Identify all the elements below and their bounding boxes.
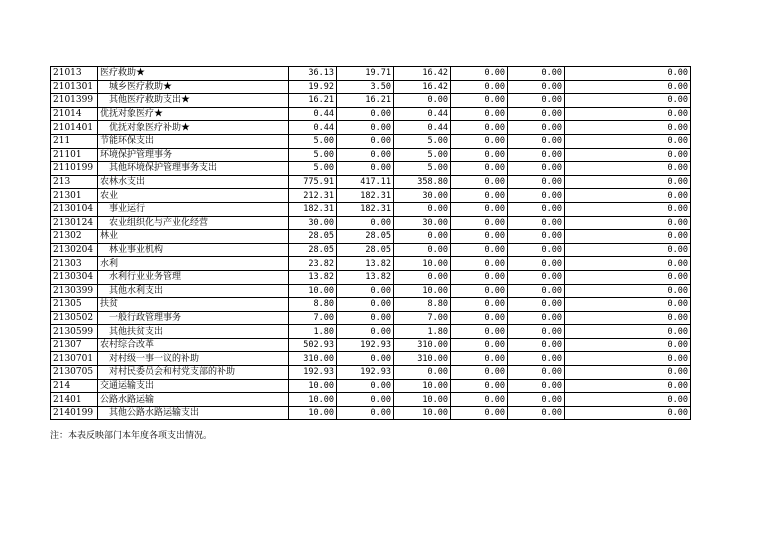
amount-cell: 16.42 (394, 80, 451, 94)
amount-cell: 358.80 (394, 175, 451, 189)
subject-name-cell: 农林水支出 (98, 175, 289, 189)
table-row (51, 121, 691, 135)
amount-cell: 182.31 (289, 202, 337, 216)
amount-cell: 0.00 (508, 175, 565, 189)
amount-cell: 0.00 (508, 311, 565, 325)
subject-name-cell: 其他公路水路运输支出 (98, 406, 289, 420)
table-row (51, 270, 691, 284)
subject-code-cell: 2130204 (51, 243, 98, 257)
subject-name-cell: 水利行业业务管理 (98, 270, 289, 284)
amount-cell: 0.00 (451, 257, 508, 271)
table-row (51, 80, 691, 94)
amount-cell: 0.00 (451, 298, 508, 312)
amount-cell: 0.00 (394, 366, 451, 380)
amount-cell: 0.00 (451, 175, 508, 189)
amount-cell: 0.00 (508, 107, 565, 121)
amount-cell: 0.00 (337, 134, 394, 148)
amount-cell: 0.00 (394, 202, 451, 216)
amount-cell: 0.00 (337, 162, 394, 176)
subject-code-cell: 21307 (51, 338, 98, 352)
amount-cell: 182.31 (337, 202, 394, 216)
subject-name-cell: 城乡医疗救助★ (98, 80, 289, 94)
amount-cell: 0.00 (565, 94, 691, 108)
amount-cell: 28.05 (289, 243, 337, 257)
subject-code-cell: 21013 (51, 67, 98, 81)
amount-cell: 0.00 (451, 80, 508, 94)
amount-cell: 0.00 (451, 325, 508, 339)
amount-cell: 0.00 (565, 311, 691, 325)
subject-code-cell: 2130701 (51, 352, 98, 366)
amount-cell: 1.80 (289, 325, 337, 339)
amount-cell: 0.00 (565, 284, 691, 298)
amount-cell: 212.31 (289, 189, 337, 203)
amount-cell: 0.00 (565, 366, 691, 380)
amount-cell: 0.00 (508, 243, 565, 257)
table-row (51, 202, 691, 216)
subject-name-cell: 环境保护管理事务 (98, 148, 289, 162)
amount-cell: 0.00 (508, 162, 565, 176)
amount-cell: 0.00 (451, 162, 508, 176)
amount-cell: 0.00 (565, 406, 691, 420)
amount-cell: 0.00 (337, 216, 394, 230)
table-row (51, 243, 691, 257)
amount-cell: 0.00 (508, 94, 565, 108)
amount-cell: 0.00 (565, 162, 691, 176)
amount-cell: 5.00 (394, 148, 451, 162)
amount-cell: 28.05 (337, 243, 394, 257)
amount-cell: 0.00 (337, 325, 394, 339)
table-row (51, 311, 691, 325)
amount-cell: 0.00 (394, 243, 451, 257)
amount-cell: 0.44 (289, 107, 337, 121)
amount-cell: 10.00 (394, 284, 451, 298)
amount-cell: 0.00 (508, 366, 565, 380)
amount-cell: 0.00 (565, 352, 691, 366)
amount-cell: 0.00 (451, 270, 508, 284)
amount-cell: 502.93 (289, 338, 337, 352)
amount-cell: 30.00 (394, 216, 451, 230)
amount-cell: 0.00 (565, 148, 691, 162)
amount-cell: 10.00 (289, 284, 337, 298)
table-row (51, 366, 691, 380)
amount-cell: 0.00 (337, 379, 394, 393)
amount-cell: 0.00 (337, 406, 394, 420)
amount-cell: 0.00 (451, 216, 508, 230)
amount-cell: 19.92 (289, 80, 337, 94)
amount-cell: 0.00 (565, 243, 691, 257)
amount-cell: 8.80 (289, 298, 337, 312)
amount-cell: 0.00 (451, 243, 508, 257)
expenditure-table-container (50, 66, 691, 420)
amount-cell: 0.00 (451, 94, 508, 108)
subject-name-cell: 对村民委员会和村党支部的补助 (98, 366, 289, 380)
amount-cell: 775.91 (289, 175, 337, 189)
subject-code-cell: 211 (51, 134, 98, 148)
amount-cell: 0.44 (289, 121, 337, 135)
amount-cell: 10.00 (394, 257, 451, 271)
amount-cell: 0.00 (451, 393, 508, 407)
amount-cell: 3.50 (337, 80, 394, 94)
subject-code-cell: 2101401 (51, 121, 98, 135)
subject-code-cell: 2140199 (51, 406, 98, 420)
subject-name-cell: 事业运行 (98, 202, 289, 216)
amount-cell: 0.00 (508, 189, 565, 203)
amount-cell: 10.00 (394, 406, 451, 420)
table-row (51, 379, 691, 393)
amount-cell: 0.00 (508, 325, 565, 339)
table-row (51, 107, 691, 121)
amount-cell: 0.00 (451, 366, 508, 380)
amount-cell: 0.00 (337, 121, 394, 135)
amount-cell: 13.82 (337, 270, 394, 284)
subject-name-cell: 林业事业机构 (98, 243, 289, 257)
table-row (51, 257, 691, 271)
table-body (51, 67, 691, 420)
amount-cell: 36.13 (289, 67, 337, 81)
subject-name-cell: 优抚对象医疗补助★ (98, 121, 289, 135)
amount-cell: 7.00 (289, 311, 337, 325)
amount-cell: 0.00 (508, 121, 565, 135)
table-row (51, 216, 691, 230)
amount-cell: 0.44 (394, 121, 451, 135)
amount-cell: 30.00 (289, 216, 337, 230)
table-row (51, 406, 691, 420)
amount-cell: 0.00 (508, 284, 565, 298)
table-row (51, 148, 691, 162)
expenditure-table (50, 66, 691, 420)
amount-cell: 0.00 (451, 121, 508, 135)
amount-cell: 0.00 (508, 270, 565, 284)
table-row (51, 67, 691, 81)
amount-cell: 0.00 (508, 406, 565, 420)
subject-name-cell: 其他环境保护管理事务支出 (98, 162, 289, 176)
amount-cell: 310.00 (394, 352, 451, 366)
table-row (51, 162, 691, 176)
amount-cell: 7.00 (394, 311, 451, 325)
amount-cell: 0.00 (565, 325, 691, 339)
amount-cell: 0.00 (451, 134, 508, 148)
amount-cell: 0.00 (508, 393, 565, 407)
amount-cell: 0.00 (451, 311, 508, 325)
subject-code-cell: 21302 (51, 230, 98, 244)
amount-cell: 0.00 (508, 80, 565, 94)
subject-name-cell: 农村综合改革 (98, 338, 289, 352)
amount-cell: 8.80 (394, 298, 451, 312)
amount-cell: 23.82 (289, 257, 337, 271)
amount-cell: 13.82 (337, 257, 394, 271)
amount-cell: 5.00 (394, 162, 451, 176)
amount-cell: 5.00 (289, 134, 337, 148)
amount-cell: 0.00 (565, 175, 691, 189)
table-row (51, 325, 691, 339)
subject-code-cell: 21301 (51, 189, 98, 203)
amount-cell: 417.11 (337, 175, 394, 189)
amount-cell: 19.71 (337, 67, 394, 81)
amount-cell: 0.00 (337, 352, 394, 366)
amount-cell: 0.00 (565, 298, 691, 312)
subject-code-cell: 21014 (51, 107, 98, 121)
subject-name-cell: 水利 (98, 257, 289, 271)
amount-cell: 192.93 (289, 366, 337, 380)
table-row (51, 284, 691, 298)
amount-cell: 0.00 (394, 230, 451, 244)
amount-cell: 0.00 (451, 284, 508, 298)
amount-cell: 0.00 (508, 352, 565, 366)
amount-cell: 10.00 (289, 406, 337, 420)
amount-cell: 0.00 (508, 148, 565, 162)
amount-cell: 0.00 (337, 107, 394, 121)
subject-code-cell: 2130599 (51, 325, 98, 339)
amount-cell: 5.00 (394, 134, 451, 148)
amount-cell: 0.00 (508, 202, 565, 216)
table-row (51, 189, 691, 203)
table-note: 注：本表反映部门本年度各项支出情况。 (50, 431, 213, 441)
amount-cell: 5.00 (289, 162, 337, 176)
amount-cell: 0.00 (565, 67, 691, 81)
amount-cell: 0.00 (508, 298, 565, 312)
subject-name-cell: 节能环保支出 (98, 134, 289, 148)
amount-cell: 0.00 (451, 67, 508, 81)
amount-cell: 310.00 (394, 338, 451, 352)
amount-cell: 5.00 (289, 148, 337, 162)
amount-cell: 0.00 (337, 393, 394, 407)
subject-name-cell: 农业组织化与产业化经营 (98, 216, 289, 230)
amount-cell: 0.00 (565, 270, 691, 284)
amount-cell: 10.00 (289, 379, 337, 393)
amount-cell: 30.00 (394, 189, 451, 203)
subject-code-cell: 2130502 (51, 311, 98, 325)
amount-cell: 0.00 (565, 80, 691, 94)
amount-cell: 0.00 (565, 134, 691, 148)
subject-name-cell: 其他水利支出 (98, 284, 289, 298)
amount-cell: 28.05 (337, 230, 394, 244)
amount-cell: 0.00 (451, 202, 508, 216)
amount-cell: 16.21 (289, 94, 337, 108)
amount-cell: 0.00 (508, 67, 565, 81)
amount-cell: 0.00 (565, 379, 691, 393)
subject-name-cell: 公路水路运输 (98, 393, 289, 407)
amount-cell: 0.00 (451, 189, 508, 203)
subject-name-cell: 一般行政管理事务 (98, 311, 289, 325)
amount-cell: 0.00 (451, 107, 508, 121)
amount-cell: 182.31 (337, 189, 394, 203)
subject-code-cell: 2101301 (51, 80, 98, 94)
amount-cell: 0.00 (337, 298, 394, 312)
subject-name-cell: 交通运输支出 (98, 379, 289, 393)
amount-cell: 0.00 (565, 230, 691, 244)
amount-cell: 16.21 (337, 94, 394, 108)
amount-cell: 0.00 (565, 393, 691, 407)
table-row (51, 338, 691, 352)
amount-cell: 0.00 (508, 134, 565, 148)
subject-code-cell: 2130124 (51, 216, 98, 230)
subject-name-cell: 林业 (98, 230, 289, 244)
amount-cell: 0.00 (565, 189, 691, 203)
amount-cell: 0.00 (565, 257, 691, 271)
amount-cell: 0.00 (394, 270, 451, 284)
subject-code-cell: 21401 (51, 393, 98, 407)
amount-cell: 192.93 (337, 366, 394, 380)
subject-code-cell: 2101399 (51, 94, 98, 108)
table-row (51, 393, 691, 407)
subject-code-cell: 21101 (51, 148, 98, 162)
amount-cell: 0.00 (565, 107, 691, 121)
amount-cell: 13.82 (289, 270, 337, 284)
subject-name-cell: 其他扶贫支出 (98, 325, 289, 339)
amount-cell: 10.00 (289, 393, 337, 407)
amount-cell: 16.42 (394, 67, 451, 81)
table-row (51, 298, 691, 312)
amount-cell: 10.00 (394, 379, 451, 393)
amount-cell: 0.00 (565, 338, 691, 352)
table-row (51, 230, 691, 244)
subject-code-cell: 2130705 (51, 366, 98, 380)
amount-cell: 10.00 (394, 393, 451, 407)
amount-cell: 0.00 (508, 230, 565, 244)
subject-name-cell: 农业 (98, 189, 289, 203)
table-row (51, 94, 691, 108)
subject-code-cell: 2130104 (51, 202, 98, 216)
amount-cell: 28.05 (289, 230, 337, 244)
amount-cell: 0.00 (508, 216, 565, 230)
subject-name-cell: 对村级一事一议的补助 (98, 352, 289, 366)
subject-name-cell: 扶贫 (98, 298, 289, 312)
subject-code-cell: 2130399 (51, 284, 98, 298)
amount-cell: 1.80 (394, 325, 451, 339)
amount-cell: 0.00 (451, 230, 508, 244)
subject-code-cell: 21303 (51, 257, 98, 271)
amount-cell: 0.00 (394, 94, 451, 108)
amount-cell: 192.93 (337, 338, 394, 352)
subject-name-cell: 医疗救助★ (98, 67, 289, 81)
table-row (51, 352, 691, 366)
amount-cell: 0.00 (451, 379, 508, 393)
subject-code-cell: 21305 (51, 298, 98, 312)
subject-name-cell: 优抚对象医疗★ (98, 107, 289, 121)
amount-cell: 0.44 (394, 107, 451, 121)
amount-cell: 0.00 (451, 406, 508, 420)
table-row (51, 134, 691, 148)
amount-cell: 0.00 (565, 202, 691, 216)
subject-code-cell: 2110199 (51, 162, 98, 176)
amount-cell: 310.00 (289, 352, 337, 366)
subject-code-cell: 214 (51, 379, 98, 393)
amount-cell: 0.00 (337, 284, 394, 298)
amount-cell: 0.00 (565, 121, 691, 135)
amount-cell: 0.00 (451, 352, 508, 366)
amount-cell: 0.00 (337, 148, 394, 162)
amount-cell: 0.00 (508, 338, 565, 352)
amount-cell: 0.00 (451, 148, 508, 162)
amount-cell: 0.00 (451, 338, 508, 352)
amount-cell: 0.00 (565, 216, 691, 230)
table-row (51, 175, 691, 189)
amount-cell: 0.00 (337, 311, 394, 325)
amount-cell: 0.00 (508, 257, 565, 271)
subject-code-cell: 213 (51, 175, 98, 189)
amount-cell: 0.00 (508, 379, 565, 393)
subject-code-cell: 2130304 (51, 270, 98, 284)
subject-name-cell: 其他医疗救助支出★ (98, 94, 289, 108)
